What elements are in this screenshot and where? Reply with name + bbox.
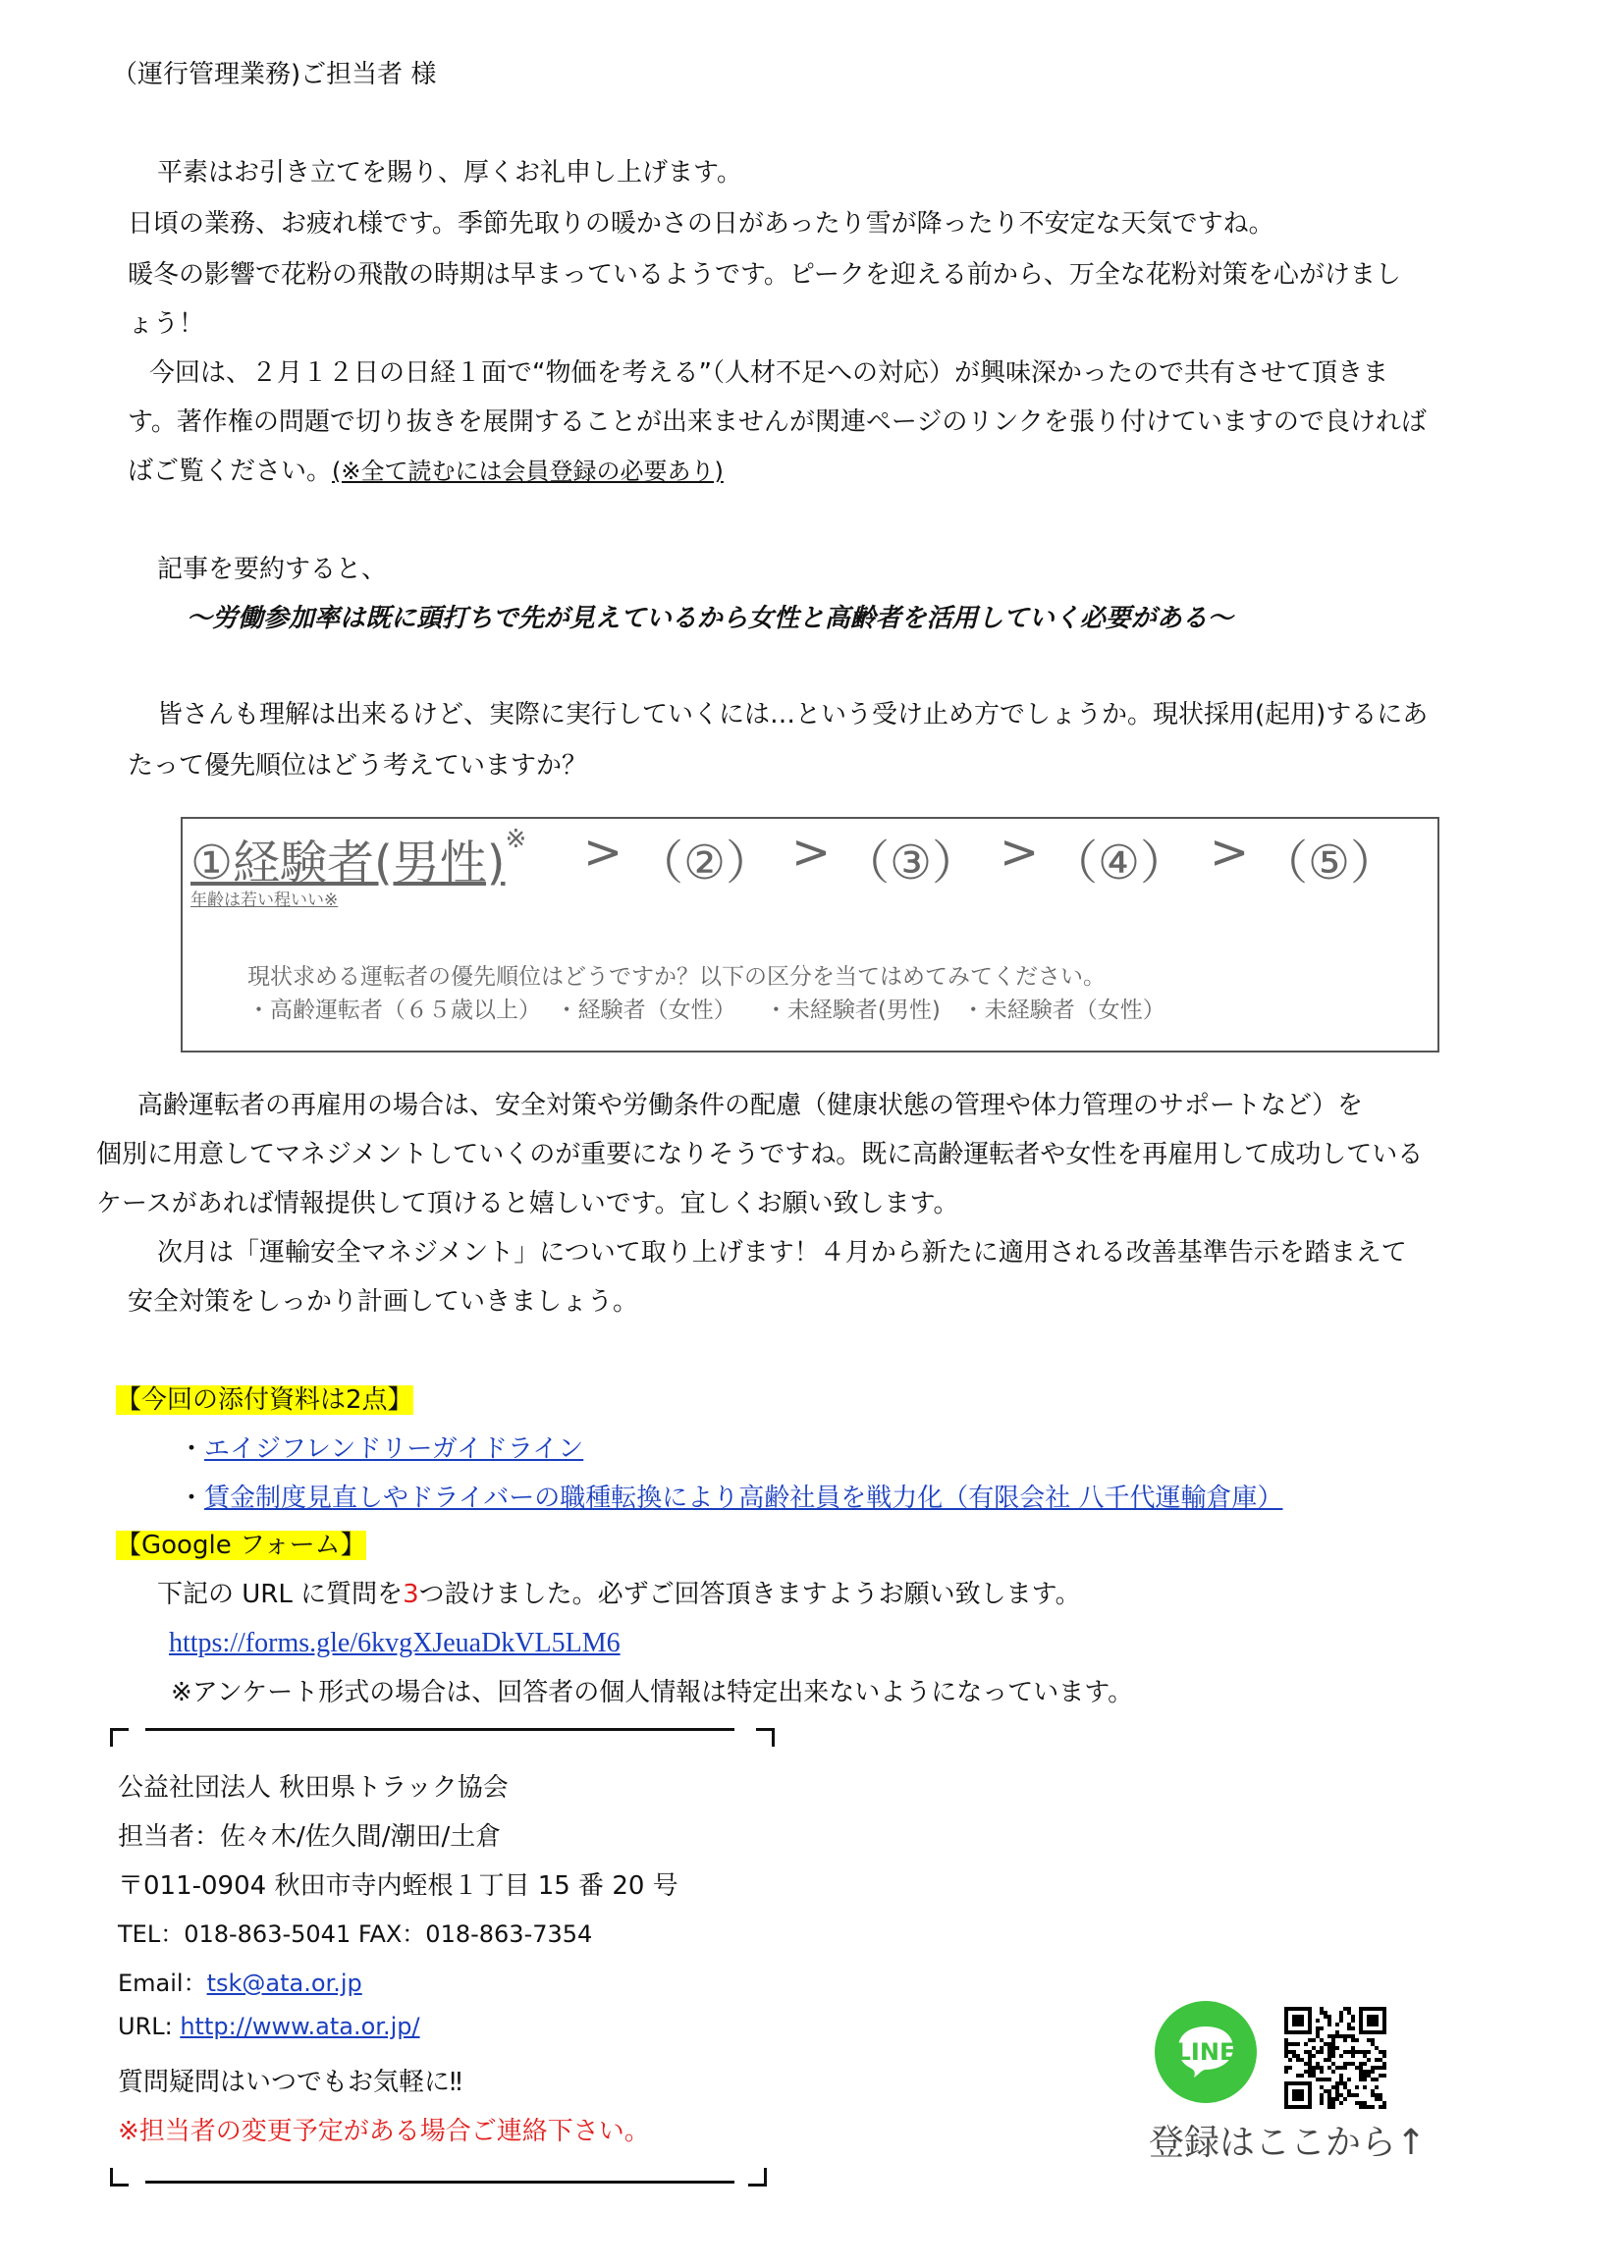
paragraph-5-line-2: たって優先順位はどう考えていますか？ — [128, 751, 588, 781]
google-form-instruction-pre: 下記の URL に質問を — [157, 1580, 404, 1609]
google-form-heading — [116, 1522, 366, 1569]
membership-note: (※全て読むには会員登録の必要あり) — [332, 458, 724, 485]
contact-staff: 担当者：佐々木/佐久間/潮田/土倉 — [118, 1822, 502, 1852]
attachment-item-2 — [179, 1475, 1282, 1522]
corner-top-left — [110, 1728, 129, 1747]
contact-address: 〒011-0904 秋田市寺内蛭根１丁目 15 番 20 号 — [118, 1871, 678, 1901]
divider-bottom — [145, 2181, 734, 2184]
contact-url-row — [118, 2013, 420, 2040]
email-link[interactable]: tsk@ata.or.jp — [206, 1970, 362, 1997]
paragraph-1: 平素はお引き立てを賜り、厚くお礼申し上げます。 — [157, 158, 742, 188]
rank-3: （③） — [842, 836, 980, 891]
divider-top — [145, 1728, 734, 1731]
contact-warning: ※担当者の変更予定がある場合ご連絡下さい。 — [118, 2117, 650, 2146]
rank-2: （②） — [636, 836, 774, 891]
question-note: 質問疑問はいつでもお気軽に‼ — [118, 2068, 462, 2097]
paragraph-6-line-3: ケースがあれば情報提供して頂けると嬉しいです。宜しくお願い致します。 — [96, 1189, 959, 1218]
line-register-caption: 登録はここから↑ — [1149, 2123, 1427, 2163]
greeting: （運行管理業務)ご担当者 様 — [112, 60, 437, 89]
rank-first — [190, 825, 526, 892]
attachments-heading — [116, 1377, 413, 1424]
corner-top-right — [756, 1728, 775, 1747]
url-label: URL: — [118, 2013, 181, 2040]
bullet: ・ — [179, 1434, 205, 1464]
google-form-url — [169, 1620, 621, 1667]
google-form-heading-text: 【Google フォーム】 — [116, 1531, 366, 1560]
paragraph-4-line-2: す。著作権の問題で切り抜きを展開することが出来ませんが関連ページのリンクを張り付けていますので良ければ — [128, 407, 1427, 437]
rank-first-label: ①経験者(男性) — [190, 836, 506, 891]
paragraph-4-line-3 — [128, 448, 724, 495]
paragraph-3-line-2: ょう！ — [128, 309, 205, 339]
paragraph-6-line-2: 個別に用意してマネジメントしていくのが重要になりそうですね。既に高齢運転者や女性を再雇用して成功している — [96, 1140, 1424, 1169]
rank-sep-4: > — [1210, 825, 1250, 880]
rank-4: （④） — [1051, 836, 1188, 891]
rank-sep-1: > — [583, 825, 623, 880]
corner-bottom-left — [110, 2168, 129, 2187]
attachment-link-yachiyo[interactable]: 賃金制度見直しやドライバーの職種転換により高齢社員を戦力化（有限会社 八千代運輸倉庫） — [204, 1484, 1283, 1513]
google-form-instruction — [157, 1571, 1081, 1618]
corner-bottom-right — [748, 2168, 767, 2187]
rank-first-mark: ※ — [505, 825, 527, 854]
bullet: ・ — [179, 1484, 205, 1513]
line-logo[interactable] — [1155, 2001, 1257, 2103]
google-form-note: ※アンケート形式の場合は、回答者の個人情報は特定出来ないようになっています。 — [171, 1678, 1134, 1707]
ranking-box — [181, 817, 1439, 1053]
rank-sep-3: > — [1000, 825, 1040, 880]
paragraph-2: 日頃の業務、お疲れ様です。季節先取りの暖かさの日があったり雪が降ったり不安定な天気ですね。 — [128, 209, 1274, 239]
paragraph-4-line-1: 今回は、２月１２日の日経１面で“物価を考える”（人材不足への対応）が興味深かったので共有させて頂きま — [149, 358, 1388, 388]
contact-email-row — [118, 1964, 362, 1998]
question-count: 3 — [403, 1580, 419, 1609]
ranking-question: 現状求める運転者の優先順位はどうですか？以下の区分を当てはめてみてください。 — [247, 964, 1106, 990]
attachment-item-1 — [179, 1426, 583, 1473]
ranking-options: ・高齢運転者（６５歳以上） ・経験者（女性） ・未経験者(男性) ・未経験者（女性） — [247, 998, 1165, 1023]
paragraph-6-line-1: 高齢運転者の再雇用の場合は、安全対策や労働条件の配慮（健康状態の管理や体力管理のサポートなど）を — [137, 1091, 1364, 1120]
line-logo-text: LINE — [1175, 2038, 1236, 2066]
rank-5: （⑤） — [1261, 836, 1398, 891]
google-form-instruction-post: つ設けました。必ずご回答頂きますようお願い致します。 — [418, 1580, 1081, 1609]
contact-tel-fax: TEL：018-863-5041 FAX：018-863-7354 — [118, 1920, 593, 1948]
attachments-heading-text: 【今回の添付資料は2点】 — [116, 1385, 413, 1415]
qr-code-icon[interactable] — [1284, 2007, 1386, 2109]
summary-intro: 記事を要約すると、 — [157, 555, 388, 584]
google-form-link[interactable]: https://forms.gle/6kvgXJeuaDkVL5LM6 — [169, 1628, 621, 1658]
age-note: 年齢は若い程いい※ — [190, 891, 339, 910]
attachment-link-age-friendly[interactable]: エイジフレンドリーガイドライン — [204, 1434, 584, 1464]
paragraph-5-line-1: 皆さんも理解は出来るけど、実際に実行していくには…という受け止め方でしょうか。現状採用(起用)するにあ — [157, 700, 1429, 729]
paragraph-7-line-2: 安全対策をしっかり計画していきましょう。 — [128, 1287, 639, 1317]
contact-org: 公益社団法人 秋田県トラック協会 — [118, 1773, 509, 1803]
paragraph-4-text: ばご覧ください。 — [128, 457, 333, 486]
website-link[interactable]: http://www.ata.or.jp/ — [180, 2013, 420, 2040]
email-label: Email： — [118, 1970, 207, 1997]
summary-text: ～労働参加率は既に頭打ちで先が見えているから女性と高齢者を活用していく必要がある～ — [187, 604, 1233, 633]
rank-sep-2: > — [791, 825, 832, 880]
paragraph-7-line-1: 次月は「運輸安全マネジメント」について取り上げます！４月から新たに適用される改善基準告示を踏まえて — [157, 1238, 1407, 1268]
paragraph-3-line-1: 暖冬の影響で花粉の飛散の時期は早まっているようです。ピークを迎える前から、万全な花粉対策を心がけまし — [128, 260, 1401, 290]
